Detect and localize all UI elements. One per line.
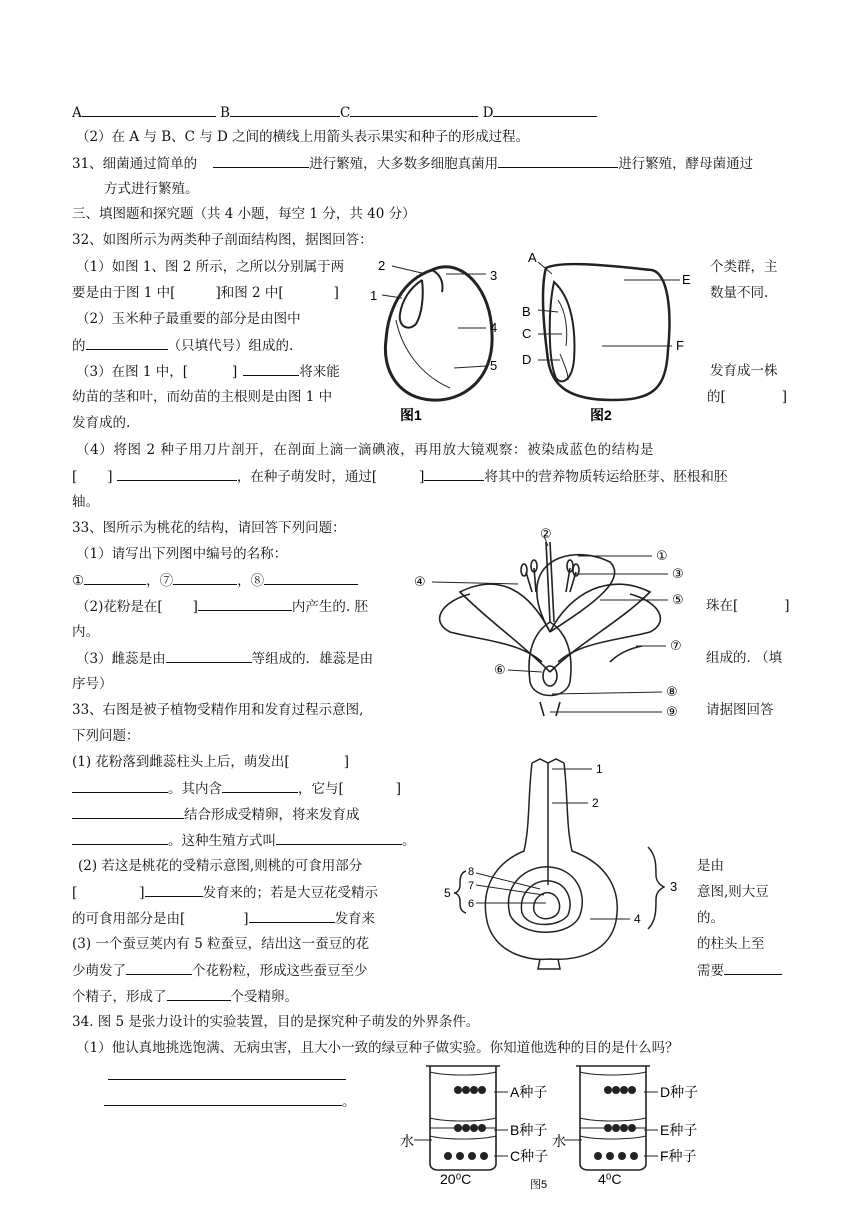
q33-text: ]	[784, 598, 790, 614]
q34-1-blank2	[104, 1092, 356, 1111]
q32-text: （3）在图 1 中，[	[76, 364, 189, 380]
q31-text-c: 进行繁殖，酵母菌通过	[618, 156, 754, 172]
q33b-1-line3	[72, 805, 360, 824]
q33b-1-line1	[72, 753, 349, 771]
q34-text: 。	[342, 1094, 356, 1110]
q32-text: 将其中的营养物质转运给胚芽、胚根和胚	[484, 469, 728, 485]
q33b-3-line2-right	[697, 961, 782, 980]
answer-blank[interactable]	[72, 779, 168, 793]
answer-blank[interactable]	[145, 883, 203, 897]
water-label-right: 水	[552, 1133, 566, 1149]
q33-text: ]	[343, 754, 349, 770]
temp-left-label: 20⁰C	[440, 1171, 472, 1187]
answer-blank[interactable]	[350, 103, 478, 117]
seed-section-figure	[362, 250, 702, 426]
answer-blank[interactable]	[86, 336, 168, 350]
seeds-right	[594, 1086, 638, 1160]
q33b-2-line1-right: 是由	[697, 858, 724, 874]
q32-3-line1-right: 发育成一株	[710, 363, 778, 379]
q33-text: ，⑦	[146, 573, 174, 589]
q33a-2	[76, 597, 368, 616]
q33-text: 等组成的．雄蕊是由	[251, 651, 374, 667]
fig2-label-F: F	[676, 338, 684, 353]
q32-3-line2: 幼苗的茎和叶，而幼苗的主根则是由图 1 中	[72, 389, 333, 405]
seed-b-label: B种子	[510, 1122, 548, 1138]
q32-2-line2	[72, 336, 293, 355]
q33a-2-right	[706, 597, 790, 615]
q33-text: 结合形成受精卵，将来发育成	[184, 807, 360, 823]
q32-4-line3: 轴。	[72, 494, 99, 510]
seeds-left	[444, 1086, 488, 1160]
fert-label-4: 4	[634, 912, 641, 926]
flower-label-4: ④	[414, 574, 426, 589]
q33-text: 发育来的；若是大豆花受精示	[202, 885, 379, 901]
q32-2-line1: （2）玉米种子最重要的部分是由图中	[76, 311, 301, 327]
question-33a: 33、图所示为桃花的结构，请回答下列问题：	[72, 520, 346, 536]
q33b-3-line1: (3) 一个蚕豆荚内有 5 粒蚕豆，结出这一蚕豆的花	[72, 936, 370, 952]
answer-blank[interactable]	[82, 103, 216, 117]
figure-5-caption: 图5	[530, 1179, 548, 1190]
q32-3-line2-right	[707, 388, 787, 406]
q33b-1-line4	[72, 831, 416, 850]
q33-text: 个受精卵。	[230, 989, 298, 1005]
answer-blank[interactable]	[222, 779, 298, 793]
flower-label-3: ③	[672, 566, 684, 581]
seed-c-label: C种子	[510, 1148, 549, 1164]
q33b-2-line2-right: 意图,则大豆	[697, 884, 769, 900]
answer-blank[interactable]	[249, 909, 335, 923]
fig1-label-5: 5	[490, 358, 498, 373]
bean-seed-diagram	[382, 266, 492, 400]
q33-text: ]	[243, 911, 249, 927]
fert-label-7: 7	[468, 880, 475, 892]
q32-text: 的[	[707, 389, 726, 405]
answer-blank[interactable]	[198, 597, 292, 611]
seed-a-label: A种子	[510, 1084, 548, 1100]
q33-text: 发育来	[334, 911, 376, 927]
q32-text: [	[72, 469, 78, 485]
answer-blank[interactable]	[213, 154, 309, 168]
q33-text: 。	[402, 833, 416, 849]
fig1-label-4: 4	[490, 320, 498, 335]
corn-seed-diagram	[538, 262, 680, 400]
seed-f-label: F种子	[660, 1148, 697, 1164]
q32-1-line1-right: 个类群，主	[710, 259, 778, 275]
q32-text: ]和图 2 中[	[215, 285, 284, 301]
q32-4-line1: （4）将图 2 种子用刀片剖开，在剖面上滴一滴碘液，再用放大镜观察：被染成蓝色的结构是	[76, 442, 655, 458]
q33-text: （2)花粉是在[	[76, 599, 163, 615]
q32-text: （只填代号）组成的.	[167, 338, 294, 354]
q33-text: 的可食用部分是由[	[72, 911, 186, 927]
q32-3-line3: 发育成的.	[72, 415, 131, 431]
flower-label-9: ⑨	[666, 704, 678, 718]
q33-text: (1) 花粉落到雌蕊柱头上后，萌发出[	[72, 754, 290, 770]
fert-label-8: 8	[468, 866, 475, 878]
seed-e-label: E种子	[660, 1122, 698, 1138]
q33-text: ]	[192, 599, 198, 615]
fig1-label-1: 1	[370, 288, 378, 303]
q32-3-line1	[76, 362, 340, 381]
q33-text: 内产生的. 胚	[291, 599, 368, 615]
fig1-label-3: 3	[490, 268, 498, 283]
fertilization-figure	[440, 755, 690, 975]
answer-blank[interactable]	[72, 805, 184, 819]
answer-blank[interactable]	[498, 154, 618, 168]
q33-text: 。其内含	[168, 781, 222, 797]
fig1-caption: 图1	[400, 407, 422, 423]
flower-label-6: ⑥	[494, 662, 506, 677]
fertilization-leader-lines	[476, 769, 630, 919]
fert-label-1: 1	[596, 762, 603, 776]
q33-text: 个精子，形成了	[72, 989, 167, 1005]
fig2-label-E: E	[682, 272, 691, 287]
germination-experiment-figure	[396, 1060, 716, 1190]
question-33b-right: 请据图回答	[706, 702, 774, 718]
question-30-2: （2）在 A 与 B、C 与 D 之间的横线上用箭头表示果实和种子的形成过程。	[76, 129, 530, 145]
q33-text: [	[72, 885, 78, 901]
q31-text-b: 进行繁殖，大多数多细胞真菌用	[309, 156, 499, 172]
q32-text: ]	[107, 469, 113, 485]
q33b-2-line2	[72, 883, 378, 902]
q32-1-line2	[72, 284, 339, 302]
q32-text: ]	[419, 469, 425, 485]
q33b-2-line1: (2) 若这是桃花的受精示意图,则桃的可食用部分	[78, 858, 363, 874]
label-b: B	[220, 105, 230, 121]
answer-blank[interactable]	[126, 961, 192, 975]
flower-drawing	[440, 542, 661, 716]
q32-text: ]	[781, 389, 788, 405]
fert-label-5: 5	[444, 886, 451, 900]
question-31-cont: 方式进行繁殖。	[104, 181, 199, 197]
question-33b: 33、右图是被子植物受精作用和发育过程示意图,	[72, 702, 364, 718]
flower-label-8: ⑧	[666, 684, 678, 699]
flower-label-5: ⑤	[672, 592, 684, 607]
flower-label-7: ⑦	[670, 638, 682, 653]
q33-text: 珠在[	[706, 598, 739, 614]
answer-blank[interactable]	[108, 1066, 346, 1080]
fert-label-6: 6	[468, 898, 475, 910]
q32-text: 的	[72, 338, 86, 354]
fig1-label-2: 2	[378, 258, 386, 273]
q33-text: 需要	[697, 963, 724, 979]
q33b-3-line2	[72, 961, 368, 980]
q33b-3-line1-right: 的柱头上至	[697, 936, 765, 952]
answer-blank[interactable]	[493, 103, 597, 117]
fig2-label-C: C	[522, 326, 532, 341]
q34-1: （1）他认真地挑选饱满、无病虫害，且大小一致的绿豆种子做实验。你知道他选种的目的是什么吗？	[76, 1040, 679, 1056]
q33a-3	[76, 649, 373, 668]
q33b-2-line3	[72, 909, 375, 928]
blank-line-abcd	[72, 103, 597, 122]
q32-1-line2-right: 数量不同.	[710, 285, 769, 301]
fig2-label-A: A	[528, 250, 537, 265]
q32-text: ]	[232, 364, 238, 380]
q33-text: ，⑧	[237, 573, 265, 589]
q33a-1-blanks	[72, 571, 358, 590]
q33a-2-cont: 内。	[72, 624, 99, 640]
answer-blank[interactable]	[424, 467, 484, 481]
q33-text: 少萌发了	[72, 963, 126, 979]
q32-text: 将来能	[299, 364, 340, 380]
q33a-3-right: 组成的. （填	[706, 650, 783, 666]
answer-blank[interactable]	[166, 649, 252, 663]
fig2-caption: 图2	[590, 407, 612, 423]
q33-text: （3）雌蕊是由	[76, 651, 166, 667]
temp-right-label: 4⁰C	[598, 1171, 622, 1187]
water-label-left: 水	[400, 1133, 414, 1149]
flower-label-2: ②	[540, 526, 552, 541]
question-34: 34. 图 5 是张力设计的实验装置，目的是探究种子萌发的外界条件。	[72, 1014, 480, 1030]
q33b-1-line2	[72, 779, 401, 798]
answer-blank[interactable]	[167, 987, 231, 1001]
q31-text-a: 31、细菌通过简单的	[72, 156, 198, 172]
fert-label-3: 3	[670, 879, 678, 894]
q32-text: ]	[333, 285, 339, 301]
q33-text: 。这种生殖方式叫	[168, 833, 276, 849]
question-31	[72, 154, 753, 173]
q32-text: 要是由于图 1 中[	[72, 285, 176, 301]
q33-text: 个花粉粒，形成这些蚕豆至少	[192, 963, 368, 979]
answer-blank[interactable]	[84, 571, 146, 585]
label-a: A	[72, 105, 82, 121]
q32-1-line1: （1）如图 1、图 2 所示，之所以分别属于两	[76, 259, 345, 275]
q33a-1: （1）请写出下列图中编号的名称：	[76, 546, 288, 562]
section-heading: 三、填图题和探究题（共 4 小题，每空 1 分，共 40 分）	[72, 206, 416, 222]
question-32: 32、如图所示为两类种子剖面结构图，据图回答：	[72, 232, 373, 248]
answer-blank[interactable]	[276, 831, 402, 845]
q33-text: ]	[139, 885, 145, 901]
fig2-label-B: B	[522, 304, 531, 319]
answer-blank[interactable]	[104, 1092, 342, 1106]
answer-blank[interactable]	[173, 571, 237, 585]
peach-flower-figure	[410, 522, 695, 718]
answer-blank[interactable]	[72, 831, 168, 845]
q33b-2-line3-right: 的。	[697, 910, 724, 926]
q32-4-line2	[72, 467, 727, 486]
q33-text: ①	[72, 573, 85, 589]
label-d: D	[482, 105, 494, 121]
label-c: C	[339, 105, 351, 121]
q33b-cont: 下列问题：	[72, 728, 140, 744]
answer-blank[interactable]	[230, 103, 340, 117]
seed-d-label: D种子	[660, 1084, 699, 1100]
fert-label-2: 2	[592, 796, 599, 810]
q33b-3-line3	[72, 987, 298, 1006]
fertilization-drawing	[454, 759, 664, 969]
q33a-3-cont: 序号）	[72, 676, 113, 692]
q32-text: ，在种子萌发时，通过[	[236, 469, 378, 485]
flower-label-1: ①	[656, 548, 668, 563]
fig2-label-D: D	[522, 352, 532, 367]
answer-blank[interactable]	[243, 362, 299, 376]
answer-blank[interactable]	[117, 467, 237, 481]
answer-blank[interactable]	[724, 961, 782, 975]
q33-text: ，它与[	[298, 781, 344, 797]
q33-text: ]	[395, 781, 402, 797]
answer-blank[interactable]	[264, 571, 358, 585]
q34-1-blank1	[108, 1066, 346, 1085]
